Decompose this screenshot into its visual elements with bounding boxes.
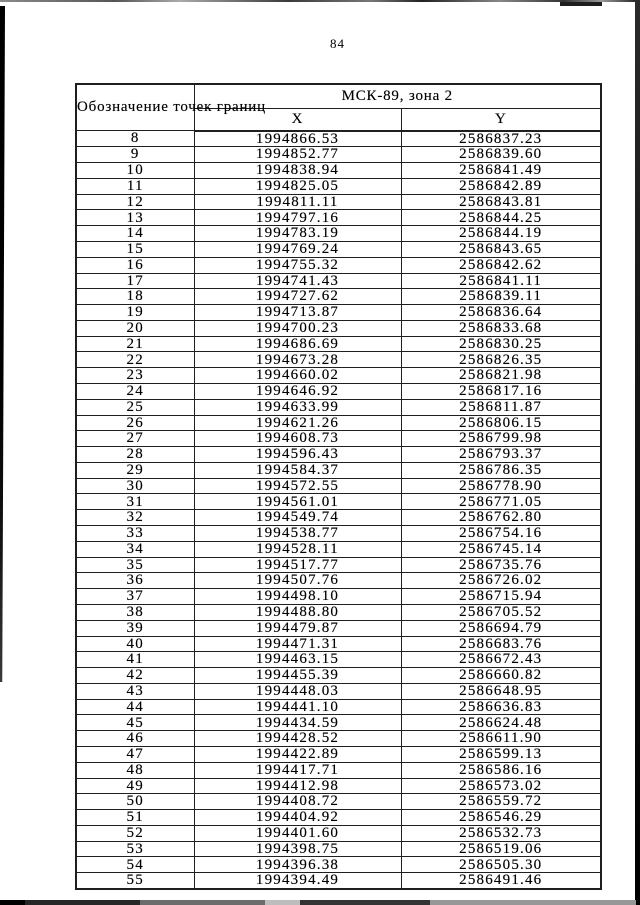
x-value-cell: 1994448.03 <box>194 683 401 699</box>
table-row <box>76 178 601 194</box>
point-number-cell: 36 <box>76 573 194 589</box>
x-value-cell: 1994498.10 <box>194 589 401 605</box>
x-value-cell: 1994488.80 <box>194 604 401 620</box>
scan-edge-top <box>0 0 640 2</box>
point-number-cell: 42 <box>76 668 194 684</box>
table-row <box>76 305 601 321</box>
x-value-cell: 1994686.69 <box>194 336 401 352</box>
point-number-cell: 49 <box>76 778 194 794</box>
x-value-cell: 1994700.23 <box>194 320 401 336</box>
table-row <box>76 194 601 210</box>
point-number-cell: 28 <box>76 447 194 463</box>
x-value-cell: 1994441.10 <box>194 699 401 715</box>
y-value-cell: 2586771.05 <box>401 494 601 510</box>
x-value-cell: 1994428.52 <box>194 731 401 747</box>
table-row <box>76 699 601 715</box>
y-value-cell: 2586586.16 <box>401 762 601 778</box>
point-number-cell: 45 <box>76 715 194 731</box>
x-value-cell: 1994396.38 <box>194 857 401 873</box>
y-value-cell: 2586636.83 <box>401 699 601 715</box>
y-value-cell: 2586672.43 <box>401 652 601 668</box>
table-row <box>76 462 601 478</box>
x-value-cell: 1994838.94 <box>194 163 401 179</box>
y-value-cell: 2586705.52 <box>401 604 601 620</box>
x-value-cell: 1994463.15 <box>194 652 401 668</box>
scan-edge-bottom <box>430 900 636 905</box>
point-number-cell: 19 <box>76 305 194 321</box>
x-value-cell: 1994401.60 <box>194 825 401 841</box>
table-row <box>76 683 601 699</box>
y-value-cell: 2586842.89 <box>401 178 601 194</box>
y-value-cell: 2586491.46 <box>401 873 601 889</box>
x-value-cell: 1994783.19 <box>194 226 401 242</box>
y-value-cell: 2586624.48 <box>401 715 601 731</box>
table-row <box>76 336 601 352</box>
point-number-cell: 35 <box>76 557 194 573</box>
point-number-cell: 44 <box>76 699 194 715</box>
point-number-cell: 32 <box>76 510 194 526</box>
y-value-cell: 2586715.94 <box>401 589 601 605</box>
y-value-cell: 2586811.87 <box>401 399 601 415</box>
table-row <box>76 447 601 463</box>
point-number-cell: 34 <box>76 541 194 557</box>
table-row <box>76 794 601 810</box>
y-value-cell: 2586754.16 <box>401 526 601 542</box>
scan-edge-bottom <box>265 900 300 905</box>
points-column-header: Обозначение точек границ <box>76 84 194 131</box>
x-value-cell: 1994398.75 <box>194 841 401 857</box>
y-value-cell: 2586799.98 <box>401 431 601 447</box>
point-number-cell: 14 <box>76 226 194 242</box>
x-value-cell: 1994852.77 <box>194 147 401 163</box>
y-value-cell: 2586599.13 <box>401 746 601 762</box>
x-value-cell: 1994797.16 <box>194 210 401 226</box>
x-value-cell: 1994517.77 <box>194 557 401 573</box>
point-number-cell: 11 <box>76 178 194 194</box>
table-row <box>76 573 601 589</box>
scan-edge-top-blob <box>560 2 602 6</box>
table-row <box>76 589 601 605</box>
x-value-cell: 1994404.92 <box>194 810 401 826</box>
table-row <box>76 778 601 794</box>
y-value-cell: 2586841.49 <box>401 163 601 179</box>
y-value-cell: 2586836.64 <box>401 305 601 321</box>
x-value-cell: 1994769.24 <box>194 241 401 257</box>
table-row <box>76 557 601 573</box>
y-value-cell: 2586505.30 <box>401 857 601 873</box>
y-value-cell: 2586745.14 <box>401 541 601 557</box>
y-value-cell: 2586826.35 <box>401 352 601 368</box>
table-row <box>76 147 601 163</box>
x-value-cell: 1994673.28 <box>194 352 401 368</box>
y-value-cell: 2586817.16 <box>401 384 601 400</box>
y-value-cell: 2586839.11 <box>401 289 601 305</box>
table-row <box>76 810 601 826</box>
x-value-cell: 1994561.01 <box>194 494 401 510</box>
x-value-cell: 1994713.87 <box>194 305 401 321</box>
x-value-cell: 1994394.49 <box>194 873 401 889</box>
x-value-cell: 1994825.05 <box>194 178 401 194</box>
point-number-cell: 8 <box>76 131 194 147</box>
scan-edge-bottom <box>25 900 140 905</box>
table-row <box>76 652 601 668</box>
table-row <box>76 210 601 226</box>
page-number: 84 <box>330 36 345 51</box>
y-value-cell: 2586694.79 <box>401 620 601 636</box>
table-row <box>76 494 601 510</box>
table-row <box>76 163 601 179</box>
table-row <box>76 320 601 336</box>
point-number-cell: 25 <box>76 399 194 415</box>
crs-header: МСК-89, зона 2 <box>194 84 601 109</box>
scan-edge-bottom <box>140 900 265 905</box>
point-number-cell: 51 <box>76 810 194 826</box>
y-value-cell: 2586735.76 <box>401 557 601 573</box>
x-value-cell: 1994412.98 <box>194 778 401 794</box>
x-value-cell: 1994572.55 <box>194 478 401 494</box>
x-value-cell: 1994646.92 <box>194 384 401 400</box>
point-number-cell: 10 <box>76 163 194 179</box>
scan-edge-bottom <box>300 900 430 905</box>
table-row <box>76 226 601 242</box>
point-number-cell: 39 <box>76 620 194 636</box>
x-value-cell: 1994755.32 <box>194 257 401 273</box>
x-value-cell: 1994741.43 <box>194 273 401 289</box>
table-header <box>76 84 601 131</box>
y-value-cell: 2586842.62 <box>401 257 601 273</box>
point-number-cell: 54 <box>76 857 194 873</box>
point-number-cell: 26 <box>76 415 194 431</box>
point-number-cell: 16 <box>76 257 194 273</box>
y-value-cell: 2586844.19 <box>401 226 601 242</box>
point-number-cell: 23 <box>76 368 194 384</box>
point-number-cell: 24 <box>76 384 194 400</box>
table-row <box>76 257 601 273</box>
point-number-cell: 37 <box>76 589 194 605</box>
table-row <box>76 526 601 542</box>
table-row <box>76 620 601 636</box>
y-value-cell: 2586841.11 <box>401 273 601 289</box>
x-value-cell: 1994422.89 <box>194 746 401 762</box>
y-value-cell: 2586660.82 <box>401 668 601 684</box>
point-number-cell: 21 <box>76 336 194 352</box>
table-row <box>76 668 601 684</box>
y-value-cell: 2586532.73 <box>401 825 601 841</box>
point-number-cell: 40 <box>76 636 194 652</box>
table-row <box>76 241 601 257</box>
point-number-cell: 50 <box>76 794 194 810</box>
point-number-cell: 38 <box>76 604 194 620</box>
x-value-cell: 1994538.77 <box>194 526 401 542</box>
x-value-cell: 1994608.73 <box>194 431 401 447</box>
point-number-cell: 52 <box>76 825 194 841</box>
x-value-cell: 1994417.71 <box>194 762 401 778</box>
point-number-cell: 31 <box>76 494 194 510</box>
table-row <box>76 841 601 857</box>
y-value-cell: 2586833.68 <box>401 320 601 336</box>
x-value-cell: 1994811.11 <box>194 194 401 210</box>
point-number-cell: 53 <box>76 841 194 857</box>
y-value-cell: 2586843.81 <box>401 194 601 210</box>
x-value-cell: 1994660.02 <box>194 368 401 384</box>
point-number-cell: 18 <box>76 289 194 305</box>
table-row <box>76 384 601 400</box>
point-number-cell: 30 <box>76 478 194 494</box>
x-value-cell: 1994621.26 <box>194 415 401 431</box>
scan-edge-left <box>0 6 5 682</box>
table-row <box>76 731 601 747</box>
y-value-cell: 2586683.76 <box>401 636 601 652</box>
table-row <box>76 636 601 652</box>
table-row <box>76 431 601 447</box>
scan-edge-bottom <box>0 900 25 905</box>
point-number-cell: 47 <box>76 746 194 762</box>
point-number-cell: 15 <box>76 241 194 257</box>
y-value-cell: 2586519.06 <box>401 841 601 857</box>
point-number-cell: 46 <box>76 731 194 747</box>
table-row <box>76 604 601 620</box>
y-value-cell: 2586821.98 <box>401 368 601 384</box>
x-value-cell: 1994727.62 <box>194 289 401 305</box>
x-value-cell: 1994479.87 <box>194 620 401 636</box>
y-value-cell: 2586648.95 <box>401 683 601 699</box>
y-value-cell: 2586726.02 <box>401 573 601 589</box>
scan-edge-right <box>635 0 640 905</box>
y-column-header: Y <box>401 109 601 131</box>
y-value-cell: 2586611.90 <box>401 731 601 747</box>
table-row <box>76 131 601 147</box>
table-row <box>76 825 601 841</box>
point-number-cell: 43 <box>76 683 194 699</box>
point-number-cell: 20 <box>76 320 194 336</box>
point-number-cell: 55 <box>76 873 194 889</box>
table-row <box>76 368 601 384</box>
point-number-cell: 27 <box>76 431 194 447</box>
table-row <box>76 273 601 289</box>
table-row <box>76 715 601 731</box>
x-value-cell: 1994584.37 <box>194 462 401 478</box>
x-value-cell: 1994455.39 <box>194 668 401 684</box>
table-row <box>76 873 601 889</box>
y-value-cell: 2586546.29 <box>401 810 601 826</box>
y-value-cell: 2586830.25 <box>401 336 601 352</box>
table-row <box>76 478 601 494</box>
y-value-cell: 2586837.23 <box>401 131 601 147</box>
x-value-cell: 1994596.43 <box>194 447 401 463</box>
point-number-cell: 48 <box>76 762 194 778</box>
y-value-cell: 2586843.65 <box>401 241 601 257</box>
point-number-cell: 41 <box>76 652 194 668</box>
point-number-cell: 12 <box>76 194 194 210</box>
x-value-cell: 1994471.31 <box>194 636 401 652</box>
coordinates-table <box>75 83 602 890</box>
table-row <box>76 289 601 305</box>
point-number-cell: 33 <box>76 526 194 542</box>
x-column-header: X <box>194 109 401 131</box>
point-number-cell: 29 <box>76 462 194 478</box>
point-number-cell: 22 <box>76 352 194 368</box>
table-row <box>76 746 601 762</box>
y-value-cell: 2586573.02 <box>401 778 601 794</box>
y-value-cell: 2586806.15 <box>401 415 601 431</box>
x-value-cell: 1994549.74 <box>194 510 401 526</box>
point-number-cell: 17 <box>76 273 194 289</box>
y-value-cell: 2586839.60 <box>401 147 601 163</box>
x-value-cell: 1994528.11 <box>194 541 401 557</box>
table-row <box>76 857 601 873</box>
table-body <box>76 131 601 890</box>
x-value-cell: 1994633.99 <box>194 399 401 415</box>
table-row <box>76 762 601 778</box>
y-value-cell: 2586778.90 <box>401 478 601 494</box>
y-value-cell: 2586844.25 <box>401 210 601 226</box>
x-value-cell: 1994434.59 <box>194 715 401 731</box>
table-row <box>76 415 601 431</box>
y-value-cell: 2586786.35 <box>401 462 601 478</box>
y-value-cell: 2586793.37 <box>401 447 601 463</box>
table-row <box>76 541 601 557</box>
x-value-cell: 1994866.53 <box>194 131 401 147</box>
point-number-cell: 9 <box>76 147 194 163</box>
table-row <box>76 352 601 368</box>
y-value-cell: 2586762.80 <box>401 510 601 526</box>
x-value-cell: 1994507.76 <box>194 573 401 589</box>
x-value-cell: 1994408.72 <box>194 794 401 810</box>
y-value-cell: 2586559.72 <box>401 794 601 810</box>
table-row <box>76 510 601 526</box>
table-row <box>76 399 601 415</box>
point-number-cell: 13 <box>76 210 194 226</box>
